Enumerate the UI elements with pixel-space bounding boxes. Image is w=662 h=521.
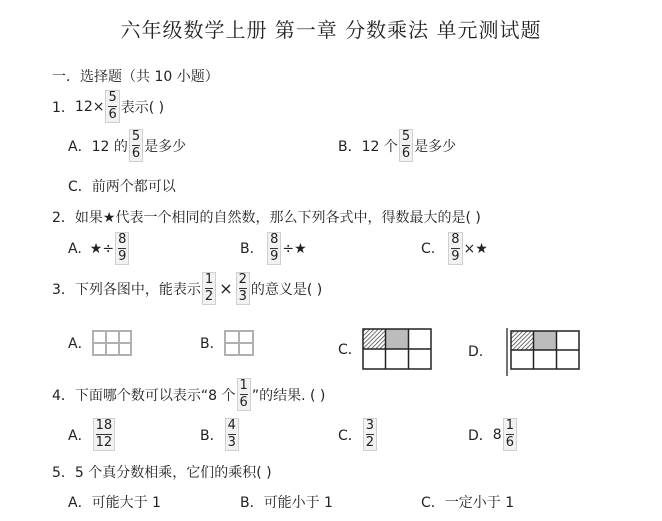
option-text: ÷★ [282, 240, 307, 257]
multiply-sign: × [219, 279, 233, 298]
question-text: 12× [74, 98, 105, 115]
q2-option-c[interactable] [421, 232, 488, 265]
mixed-number [493, 418, 518, 451]
option-label: C. [421, 240, 436, 257]
option-text: 可能大于 1 [91, 495, 161, 511]
option-label: B． [200, 336, 224, 352]
q5-option-a[interactable] [68, 492, 161, 512]
option-label: A． [68, 495, 92, 511]
question-text: ”的结果. ( ) [251, 387, 326, 404]
option-label: A. [68, 240, 82, 257]
q1-option-a[interactable] [68, 129, 186, 162]
q3-option-b[interactable] [200, 330, 254, 356]
question-1 [52, 90, 164, 123]
question-text: 的意义是( ) [250, 281, 323, 298]
fraction: $\frac{1}{6}$ [237, 378, 251, 411]
q4-option-d[interactable] [468, 418, 518, 451]
q4-option-c[interactable] [338, 418, 378, 451]
q5-option-c[interactable] [421, 492, 514, 512]
section-heading: 一．选择题（共 10 小题） [52, 69, 219, 85]
option-label: D． [468, 427, 493, 444]
q5-option-b[interactable] [240, 492, 333, 512]
option-label: B． [338, 138, 362, 155]
question-number: 1． [52, 99, 75, 116]
q2-option-a[interactable] [68, 232, 130, 265]
option-label: B． [240, 495, 264, 511]
option-label: B. [240, 240, 255, 257]
q4-option-a[interactable] [68, 418, 116, 451]
q3-option-a[interactable] [68, 330, 132, 356]
question-4 [52, 378, 325, 411]
grid-diagram-d [483, 328, 581, 376]
question-2: 2．如果★代表一个相同的自然数，那么下列各式中，得数最大的是( ) [52, 210, 481, 226]
q1-option-b[interactable] [338, 129, 456, 162]
q4-option-b[interactable] [200, 418, 240, 451]
option-label: D. [468, 344, 484, 360]
fraction: $\frac{5}{6}$ [129, 129, 143, 162]
q3-option-d[interactable] [468, 328, 581, 376]
fraction: $\frac{8}{9}$ [115, 232, 129, 265]
option-text: 前两个都可以 [91, 179, 176, 195]
fraction: $\frac{5}{6}$ [105, 90, 119, 123]
grid-diagram-c [362, 328, 432, 370]
option-label: C． [68, 179, 92, 195]
option-label: A． [68, 138, 92, 155]
option-text: ×★ [463, 240, 488, 257]
question-text: 4．下面哪个数可以表示“8 个 [52, 387, 236, 404]
fraction: $\frac{3}{2}$ [363, 418, 377, 451]
option-text: 可能小于 1 [263, 495, 333, 511]
option-text: 12 个 [361, 138, 398, 155]
grid-diagram-b [224, 330, 254, 356]
q3-option-c[interactable] [338, 328, 432, 370]
option-text: ★÷ [89, 240, 115, 257]
fraction: $\frac{5}{6}$ [399, 129, 413, 162]
q2-option-b[interactable] [240, 232, 307, 265]
mixed-whole: 8 [492, 426, 502, 443]
option-label: C． [338, 427, 362, 444]
fraction: $\frac{4}{3}$ [225, 418, 239, 451]
grid-diagram-a [92, 330, 132, 356]
page-title: 六年级数学上册 第一章 分数乘法 单元测试题 [120, 18, 542, 42]
option-label: A． [68, 336, 92, 352]
fraction: $\frac{1}{2}$ [202, 272, 216, 305]
option-label: B． [200, 427, 224, 444]
option-label: C． [338, 342, 362, 358]
q1-option-c[interactable] [68, 176, 176, 196]
fraction: $\frac{8}{9}$ [267, 232, 281, 265]
question-text: 3．下列各图中，能表示 [52, 281, 201, 298]
fraction: $\frac{2}{3}$ [236, 272, 250, 305]
fraction: $\frac{8}{9}$ [448, 232, 462, 265]
option-text: 12 的 [91, 138, 128, 155]
option-text: 一定小于 1 [444, 495, 515, 511]
question-5: 5．5 个真分数相乘，它们的乘积( ) [52, 465, 272, 481]
question-3 [52, 272, 322, 305]
option-text: 是多少 [414, 138, 457, 155]
option-text: 是多少 [144, 138, 187, 155]
fraction: $\frac{1}{6}$ [503, 418, 517, 451]
fraction: $\frac{18}{12}$ [93, 418, 116, 451]
option-label: C． [421, 495, 445, 511]
option-label: A． [68, 427, 92, 444]
question-text: 表示( ) [120, 99, 165, 116]
